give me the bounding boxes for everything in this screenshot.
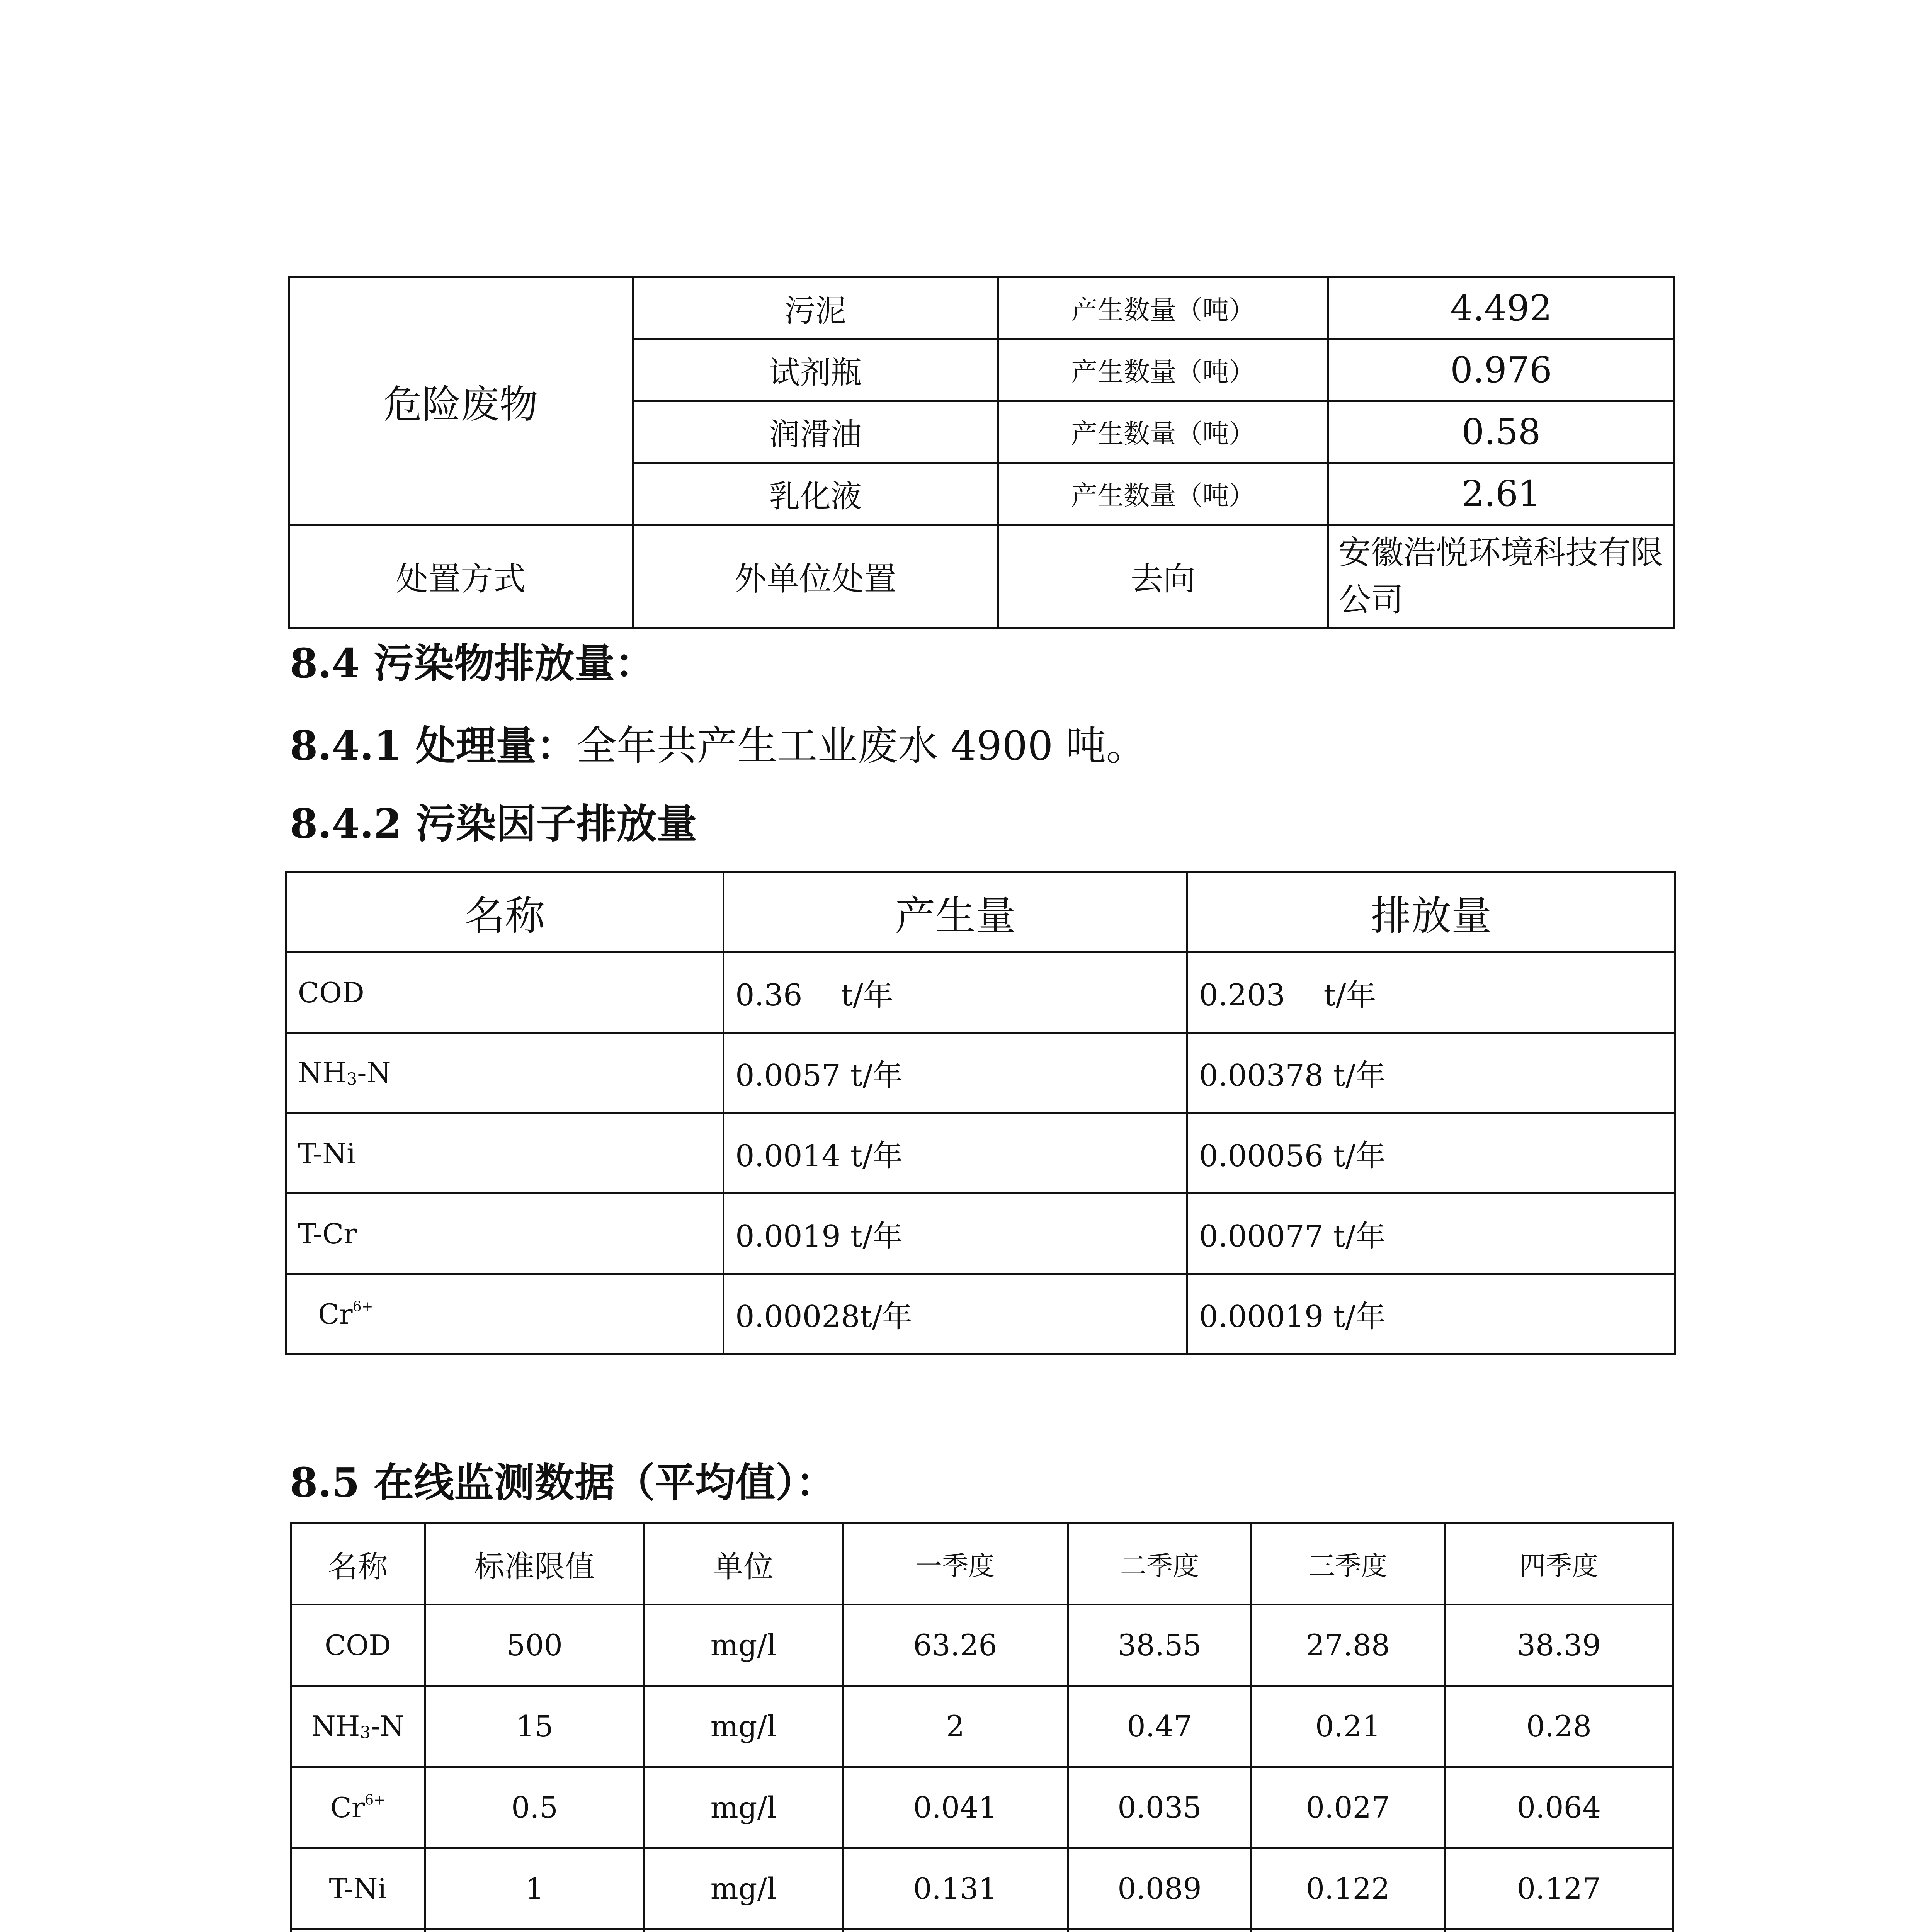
col-header: 单位: [645, 1524, 843, 1605]
formula-suffix: -N: [357, 1056, 391, 1089]
pollutant-name: [291, 1929, 425, 1932]
col-header: 标准限值: [425, 1524, 645, 1605]
produced-amount: 0.0014 t/年: [724, 1113, 1187, 1194]
q1-value: 0.131: [843, 1848, 1068, 1929]
unit: [645, 1929, 843, 1932]
standard-limit: 1: [425, 1848, 645, 1929]
destination-value: 安徽浩悦环境科技有限公司: [1328, 525, 1674, 628]
section-8-4-2-heading: 8.4.2 污染因子排放量: [290, 800, 697, 847]
unit: mg/l: [645, 1686, 843, 1767]
col-header: 二季度: [1068, 1524, 1252, 1605]
disposal-label: 处置方式: [289, 525, 633, 628]
produced-amount: 0.36 t/年: [724, 952, 1187, 1033]
q1-value: [843, 1929, 1068, 1932]
q3-value: 0.122: [1252, 1848, 1445, 1929]
waste-name: 污泥: [633, 277, 998, 339]
col-header-discharged: 排放量: [1187, 872, 1675, 952]
col-header: 名称: [291, 1524, 425, 1605]
emission-table: [285, 871, 1676, 1355]
formula-base: NH: [298, 1056, 347, 1089]
section-8-4-heading: 8.4 污染物排放量：: [290, 639, 655, 687]
pollutant-name: [286, 1033, 724, 1113]
section-8-5-heading: 8.5 在线监测数据（平均值）：: [290, 1459, 836, 1506]
q1-value: 63.26: [843, 1605, 1068, 1686]
formula-subscript: 3: [360, 1723, 371, 1743]
q2-value: 0.035: [1068, 1767, 1252, 1848]
table-row: [286, 1274, 1675, 1354]
formula-base: Cr: [318, 1298, 353, 1330]
discharged-amount: 0.203 t/年: [1187, 952, 1675, 1033]
pollutant-name: [286, 1274, 724, 1354]
q2-value: 0.089: [1068, 1848, 1252, 1929]
waste-metric: 产生数量（吨）: [998, 277, 1328, 339]
section-8-4-1: [290, 722, 1146, 769]
table-row: [291, 1929, 1673, 1932]
waste-value: 4.492: [1328, 277, 1674, 339]
table-row: [286, 1033, 1675, 1113]
waste-name: 试剂瓶: [633, 339, 998, 401]
formula-base: Cr: [330, 1791, 365, 1824]
table-row: [291, 1848, 1673, 1929]
col-header-produced: 产生量: [724, 872, 1187, 952]
pollutant-name: [291, 1686, 425, 1767]
disposal-method: 外单位处置: [633, 525, 998, 628]
waste-name: 乳化液: [633, 463, 998, 525]
discharged-amount: 0.00077 t/年: [1187, 1194, 1675, 1274]
q4-value: 0.28: [1445, 1686, 1673, 1767]
discharged-amount: 0.00019 t/年: [1187, 1274, 1675, 1354]
q3-value: [1252, 1929, 1445, 1932]
standard-limit: 0.5: [425, 1767, 645, 1848]
table-row: [286, 952, 1675, 1033]
standard-limit: 15: [425, 1686, 645, 1767]
q3-value: 27.88: [1252, 1605, 1445, 1686]
formula-subscript: 3: [346, 1070, 357, 1089]
destination-label: 去向: [998, 525, 1328, 628]
pollutant-name: T-Cr: [286, 1194, 724, 1274]
q2-value: 38.55: [1068, 1605, 1252, 1686]
col-header: 三季度: [1252, 1524, 1445, 1605]
pollutant-name: T-Ni: [286, 1113, 724, 1194]
pollutant-name: [291, 1767, 425, 1848]
col-header: 四季度: [1445, 1524, 1673, 1605]
standard-limit: 500: [425, 1605, 645, 1686]
waste-value: 0.976: [1328, 339, 1674, 401]
discharged-amount: 0.00378 t/年: [1187, 1033, 1675, 1113]
table-row: [286, 1113, 1675, 1194]
waste-metric: 产生数量（吨）: [998, 463, 1328, 525]
formula-suffix: -N: [370, 1710, 405, 1743]
formula-base: NH: [311, 1710, 360, 1743]
q1-value: 2: [843, 1686, 1068, 1767]
table-row: [291, 1767, 1673, 1848]
table-row: [291, 1605, 1673, 1686]
col-header-name: 名称: [286, 872, 724, 952]
unit: mg/l: [645, 1848, 843, 1929]
pollutant-name: COD: [291, 1605, 425, 1686]
formula-superscript: 6+: [365, 1792, 386, 1808]
pollutant-name: T-Ni: [291, 1848, 425, 1929]
hazardous-waste-table: [288, 276, 1675, 629]
unit: mg/l: [645, 1767, 843, 1848]
waste-value: 2.61: [1328, 463, 1674, 525]
standard-limit: [425, 1929, 645, 1932]
q3-value: 0.027: [1252, 1767, 1445, 1848]
produced-amount: 0.0057 t/年: [724, 1033, 1187, 1113]
produced-amount: 0.0019 t/年: [724, 1194, 1187, 1274]
waste-metric: 产生数量（吨）: [998, 401, 1328, 463]
waste-metric: 产生数量（吨）: [998, 339, 1328, 401]
table-row: [291, 1686, 1673, 1767]
q2-value: [1068, 1929, 1252, 1932]
q1-value: 0.041: [843, 1767, 1068, 1848]
q4-value: 0.064: [1445, 1767, 1673, 1848]
q3-value: 0.21: [1252, 1686, 1445, 1767]
waste-name: 润滑油: [633, 401, 998, 463]
col-header: 一季度: [843, 1524, 1068, 1605]
monitoring-table: [290, 1522, 1674, 1932]
discharged-amount: 0.00056 t/年: [1187, 1113, 1675, 1194]
unit: mg/l: [645, 1605, 843, 1686]
section-8-4-1-text: 全年共产生工业废水 4900 吨。: [576, 722, 1146, 769]
q4-value: 38.39: [1445, 1605, 1673, 1686]
q4-value: [1445, 1929, 1673, 1932]
waste-category: 危险废物: [289, 277, 633, 525]
formula-superscript: 6+: [352, 1299, 373, 1315]
waste-value: 0.58: [1328, 401, 1674, 463]
produced-amount: 0.00028t/年: [724, 1274, 1187, 1354]
q4-value: 0.127: [1445, 1848, 1673, 1929]
pollutant-name: COD: [286, 952, 724, 1033]
table-row: [286, 1194, 1675, 1274]
section-8-4-1-label: 8.4.1 处理量：: [290, 722, 577, 769]
q2-value: 0.47: [1068, 1686, 1252, 1767]
